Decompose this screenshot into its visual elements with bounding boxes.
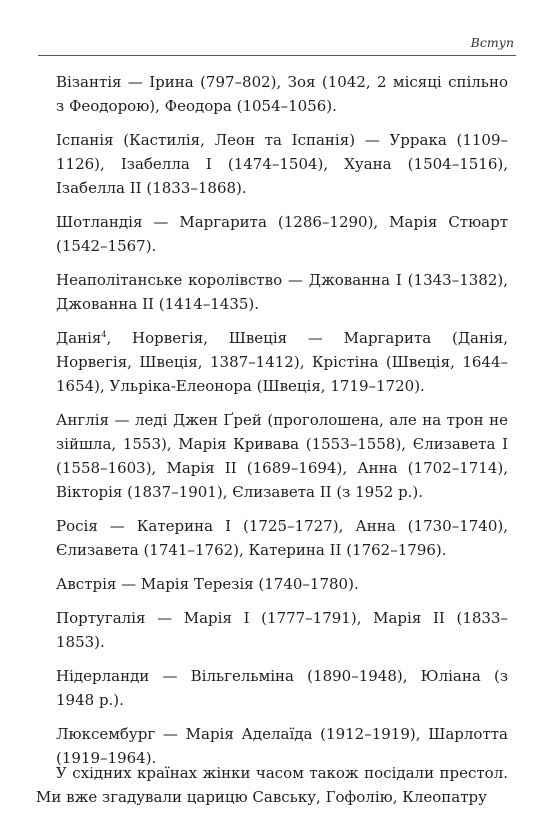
body-paragraph: У східних країнах жінки часом також посідали престол. Ми вже згадували царицю Савську, Гофолію, Клеопатру [36, 764, 508, 806]
list-item-austria: Австрія — Марія Терезія (1740–1780). [56, 575, 359, 593]
footnote-marker[interactable]: 4 [101, 330, 107, 339]
running-header [38, 33, 516, 56]
list-item-netherlands: Нідерланди — Вільгельміна (1890–1948), Юліана (з 1948 р.). [56, 667, 508, 709]
list-item-russia: Росія — Катерина I (1725–1727), Анна (1730–1740), Єлизавета (1741–1762), Катерина II (1762–1796). [56, 517, 508, 559]
list-item-england: Англія — леді Джен Ґрей (проголошена, але на трон не зійшла, 1553), Марія Кривава (1553–1558), Єлизавета I (1558–1603), Марія II (1689–1694), Анна (1702–1714), Вікторія (1837–1901), Єлизавета II (з 1952 р.). [56, 411, 508, 501]
list-item-scotland: Шотландія — Маргарита (1286–1290), Марія Стюарт (1542–1567). [56, 213, 508, 255]
list-item-byzantium: Візантія — Ірина (797–802), Зоя (1042, 2 місяці спільно з Феодорою), Феодора (1054–1056). [56, 73, 508, 115]
list-item-naples: Неаполітанське королівство — Джованна I (1343–1382), Джованна II (1414–1435). [56, 271, 508, 313]
list-item-luxembourg: Люксембург — Марія Аделаїда (1912–1919), Шарлотта (1919–1964). [56, 725, 508, 767]
country-name: Данія [56, 329, 102, 347]
section-title: Вступ [470, 35, 514, 50]
list-item-scandinavia [56, 326, 508, 398]
queens-list [56, 70, 508, 780]
entry-text: , Норвегія, Швеція — Маргарита (Данія, Норвегія, Швеція, 1387–1412), Крістіна (Швеція, 1644–1654), Ульріка-Елеонора (Швеція, 1719–1720). [56, 329, 508, 395]
list-item-portugal: Португалія — Марія I (1777–1791), Марія II (1833–1853). [56, 609, 508, 651]
list-item-spain: Іспанія (Кастилія, Леон та Іспанія) — Уррака (1109–1126), Ізабелла I (1474–1504), Хуана (1504–1516), Ізабелла II (1833–1868). [56, 131, 508, 197]
